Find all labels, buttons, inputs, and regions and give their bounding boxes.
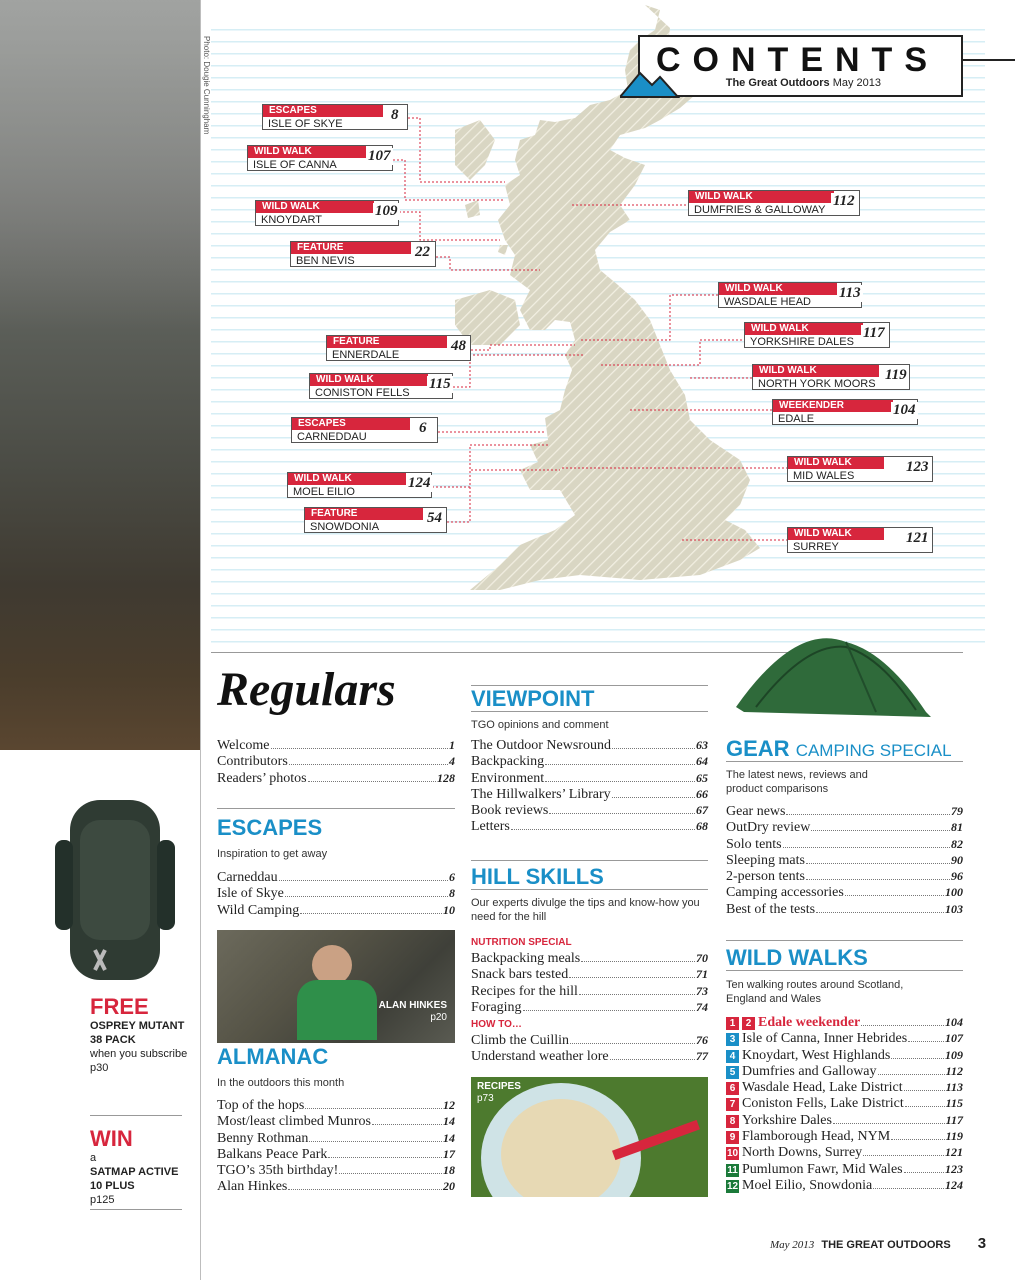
regulars-list xyxy=(217,738,455,787)
map-label[interactable]: FEATURE ENNERDALE 48 xyxy=(326,335,471,361)
divider xyxy=(726,940,963,941)
map-label[interactable]: FEATURE SNOWDONIA 54 xyxy=(304,507,447,533)
viewpoint-heading: VIEWPOINT xyxy=(471,686,595,711)
list-item[interactable]: Most/least climbed Munros 14 xyxy=(217,1114,455,1130)
list-item[interactable]: Readers’ photos 128 xyxy=(217,770,455,786)
list-item[interactable]: The Outdoor Newsround 63 xyxy=(471,738,708,753)
gear-desc: The latest news, reviews and product comparisons xyxy=(726,769,868,795)
viewpoint-list xyxy=(471,738,708,836)
list-item[interactable]: Camping accessories 100 xyxy=(726,885,963,901)
page-footer: May 2013 THE GREAT OUTDOORS 3 xyxy=(770,1235,987,1252)
almanac-list xyxy=(217,1098,455,1196)
map-label[interactable]: WILD WALK ISLE OF CANNA 107 xyxy=(247,145,393,171)
page-number: 3 xyxy=(977,1235,987,1252)
divider xyxy=(90,1115,182,1116)
list-item[interactable]: Gear news 79 xyxy=(726,804,963,819)
list-item[interactable]: Welcome 1 xyxy=(217,738,455,753)
map-label[interactable]: WILD WALK DUMFRIES & GALLOWAY 112 xyxy=(688,190,860,216)
recipes-photo: RECIPES p73 xyxy=(471,1077,708,1197)
list-item[interactable]: Backpacking meals 70 xyxy=(471,951,708,966)
almanac-heading: ALMANAC xyxy=(217,1044,329,1069)
list-item[interactable]: The Hillwalkers’ Library 66 xyxy=(471,786,708,802)
list-item[interactable]: 9 Flamborough Head, NYM 119 xyxy=(726,1129,963,1145)
divider xyxy=(471,889,708,890)
howto-subheading: HOW TO… xyxy=(471,1019,522,1030)
hillskills-heading: HILL SKILLS xyxy=(471,864,604,889)
list-item[interactable]: Recipes for the hill 73 xyxy=(471,983,708,999)
list-item[interactable]: Letters 68 xyxy=(471,819,708,835)
list-item[interactable]: Solo tents 82 xyxy=(726,836,963,852)
list-item[interactable]: Understand weather lore 77 xyxy=(471,1049,708,1065)
map-label[interactable]: ESCAPES ISLE OF SKYE 8 xyxy=(262,104,408,130)
list-item[interactable]: TGO’s 35th birthday! 18 xyxy=(217,1163,455,1179)
list-item[interactable]: 11 Pumlumon Fawr, Mid Wales 123 xyxy=(727,1161,963,1177)
list-item[interactable]: Balkans Peace Park 17 xyxy=(217,1146,455,1162)
list-item[interactable]: Environment 65 xyxy=(471,770,708,786)
divider xyxy=(726,970,963,971)
map-label[interactable]: WILD WALK WASDALE HEAD 113 xyxy=(718,282,862,308)
list-item[interactable]: 3 Isle of Canna, Inner Hebrides 107 xyxy=(726,1031,963,1047)
divider xyxy=(90,1209,182,1210)
list-item[interactable]: Book reviews 67 xyxy=(471,803,708,819)
list-item[interactable]: Climb the Cuillin 76 xyxy=(471,1033,708,1048)
contents-title: CONTENTS xyxy=(656,41,939,79)
wildwalks-desc: Ten walking routes around Scotland, England and Wales xyxy=(726,979,904,1005)
viewpoint-desc: TGO opinions and comment xyxy=(471,719,609,731)
almanac-desc: In the outdoors this month xyxy=(217,1077,345,1089)
map-label[interactable]: WILD WALK YORKSHIRE DALES 117 xyxy=(744,322,890,348)
list-item[interactable]: 8 Yorkshire Dales 117 xyxy=(726,1113,963,1129)
contents-header xyxy=(638,35,963,97)
divider xyxy=(471,860,708,861)
list-item[interactable]: Alan Hinkes 20 xyxy=(217,1179,455,1195)
list-item[interactable]: Backpacking 64 xyxy=(471,754,708,770)
list-item[interactable]: 7 Coniston Fells, Lake District 115 xyxy=(726,1096,963,1112)
list-item[interactable]: 6 Wasdale Head, Lake District 113 xyxy=(726,1080,963,1096)
map-label[interactable]: ESCAPES CARNEDDAU 6 xyxy=(291,417,438,443)
list-item[interactable]: Foraging 74 xyxy=(471,999,708,1015)
wildwalks-list xyxy=(726,1015,963,1194)
list-item[interactable]: Carneddau 6 xyxy=(217,870,455,885)
divider xyxy=(217,808,455,809)
wildwalks-heading: WILD WALKS xyxy=(726,945,868,970)
escapes-heading: ESCAPES xyxy=(217,815,323,840)
list-item[interactable]: Sleeping mats 90 xyxy=(726,852,963,868)
list-item[interactable]: Benny Rothman 14 xyxy=(217,1130,455,1146)
photo-credit: Photo: Dougie Cunningham xyxy=(202,36,211,135)
win-offer[interactable]: WIN a SATMAP ACTIVE 10 PLUS p125 xyxy=(90,1126,179,1206)
map-label[interactable]: WILD WALK NORTH YORK MOORS 119 xyxy=(752,364,910,390)
map-label[interactable]: WEEKENDER EDALE 104 xyxy=(772,399,918,425)
nutrition-subheading: NUTRITION SPECIAL xyxy=(471,937,572,948)
list-item[interactable]: Contributors 4 xyxy=(217,754,455,770)
map-label[interactable]: FEATURE BEN NEVIS 22 xyxy=(290,241,436,267)
hillskills-desc: Our experts divulge the tips and know-how you need for the hill xyxy=(471,897,700,923)
regulars-title: Regulars xyxy=(217,663,396,716)
howto-list xyxy=(471,1033,708,1066)
nutrition-list xyxy=(471,951,708,1016)
map-label[interactable]: WILD WALK MOEL EILIO 124 xyxy=(287,472,432,498)
list-item[interactable]: Top of the hops 12 xyxy=(217,1098,455,1113)
tent-image xyxy=(726,612,963,732)
list-item[interactable]: Isle of Skye 8 xyxy=(217,886,455,902)
map-label[interactable]: WILD WALK MID WALES 123 xyxy=(787,456,933,482)
list-item[interactable]: Wild Camping 10 xyxy=(217,902,455,918)
list-item[interactable]: OutDry review 81 xyxy=(726,820,963,836)
gear-list xyxy=(726,804,963,918)
list-item[interactable]: 5 Dumfries and Galloway 112 xyxy=(726,1064,963,1080)
free-offer[interactable]: FREE OSPREY MUTANT 38 PACK when you subscribe p30 xyxy=(90,994,188,1074)
backpack-image xyxy=(45,780,185,990)
escapes-list xyxy=(217,870,455,919)
contents-subtitle: The Great Outdoors May 2013 xyxy=(725,77,881,89)
list-item[interactable]: 4 Knoydart, West Highlands 109 xyxy=(726,1048,963,1064)
map-label[interactable]: WILD WALK CONISTON FELLS 115 xyxy=(309,373,453,399)
list-item[interactable]: Best of the tests 103 xyxy=(726,901,963,917)
map-label[interactable]: WILD WALK KNOYDART 109 xyxy=(255,200,399,226)
list-item[interactable]: Snack bars tested 71 xyxy=(471,967,708,983)
alan-hinkes-photo: ALAN HINKES p20 xyxy=(217,930,455,1043)
divider xyxy=(726,761,963,762)
list-item[interactable]: 1 2 Edale weekender 104 xyxy=(726,1015,963,1031)
header-rule xyxy=(963,59,1015,61)
list-item[interactable]: 12 Moel Eilio, Snowdonia 124 xyxy=(726,1177,963,1193)
islands xyxy=(455,120,508,255)
map-label[interactable]: WILD WALK SURREY 121 xyxy=(787,527,933,553)
escapes-desc: Inspiration to get away xyxy=(217,848,328,860)
list-item[interactable]: 10 North Downs, Surrey 121 xyxy=(726,1145,963,1161)
divider xyxy=(471,711,708,712)
gear-heading: GEAR CAMPING SPECIAL xyxy=(726,736,952,761)
list-item[interactable]: 2-person tents 96 xyxy=(726,869,963,885)
